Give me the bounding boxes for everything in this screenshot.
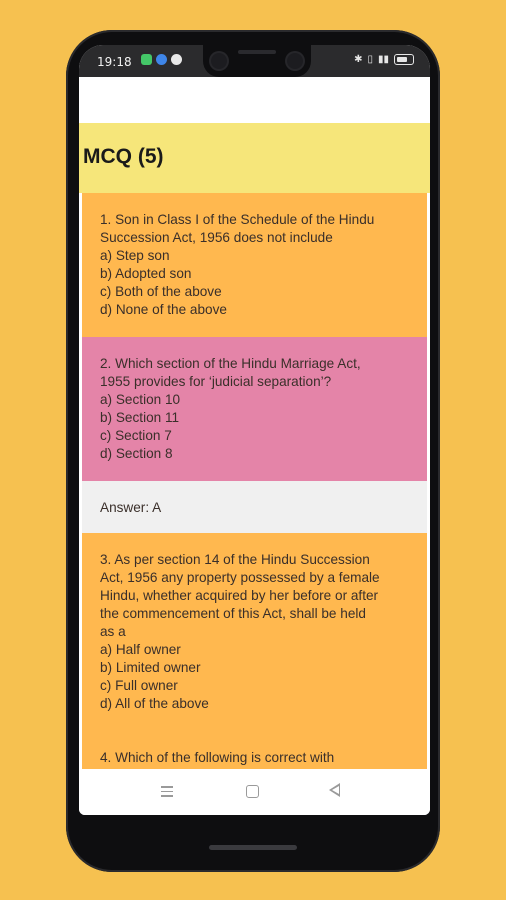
battery-icon	[394, 54, 414, 65]
circle-icon	[171, 54, 182, 65]
vibrate-icon: ▯	[367, 54, 373, 65]
camera-icon	[211, 53, 227, 69]
question-line: 1. Son in Class I of the Schedule of the Hindu	[100, 212, 375, 227]
question-card-1	[82, 193, 427, 337]
option-d: d) Section 8	[100, 446, 173, 461]
page-title-bar	[79, 123, 430, 193]
question-line: 2. Which section of the Hindu Marriage Act,	[100, 356, 361, 371]
message-icon	[141, 54, 152, 65]
camera-icon	[287, 53, 303, 69]
question-line: Act, 1956 any property possessed by a female	[100, 570, 380, 585]
option-d: d) None of the above	[100, 302, 227, 317]
home-icon[interactable]	[246, 785, 259, 798]
option-c: c) Full owner	[100, 678, 178, 693]
signal-icon: ▮▮	[377, 54, 389, 65]
option-c: c) Both of the above	[100, 284, 222, 299]
question-card-2	[82, 337, 427, 481]
bluetooth-icon: ✱	[354, 54, 363, 65]
option-c: c) Section 7	[100, 428, 172, 443]
option-a: a) Step son	[100, 248, 170, 263]
camera-notch	[203, 45, 311, 77]
option-b: b) Limited owner	[100, 660, 201, 675]
option-b: b) Section 11	[100, 410, 180, 425]
system-icons	[354, 54, 414, 65]
page-title: MCQ (5)	[83, 145, 164, 168]
app-header-area	[79, 77, 430, 123]
notification-icons	[141, 54, 182, 65]
question-line: Succession Act, 1956 does not include	[100, 230, 333, 245]
android-nav-bar	[79, 769, 430, 815]
recent-apps-icon[interactable]	[161, 786, 173, 800]
option-b: b) Adopted son	[100, 266, 192, 281]
question-card-3	[82, 533, 427, 769]
phone-screen	[79, 45, 430, 815]
answer-card	[82, 481, 427, 533]
question-line: 3. As per section 14 of the Hindu Succession	[100, 552, 370, 567]
question-line: 4. Which of the following is correct with	[100, 750, 335, 765]
question-line: the commencement of this Act, shall be held	[100, 606, 366, 621]
question-line: Hindu, whether acquired by her before or after	[100, 588, 379, 603]
speaker-grille	[238, 50, 276, 54]
spacer-line	[100, 731, 417, 749]
question-line: 1955 provides for ‘judicial separation’?	[100, 374, 332, 389]
back-icon[interactable]	[329, 783, 340, 797]
answer-text: Answer: A	[100, 500, 162, 515]
question-line: as a	[100, 624, 126, 639]
status-time: 19:18	[97, 55, 132, 69]
option-a: a) Half owner	[100, 642, 181, 657]
option-a: a) Section 10	[100, 392, 181, 407]
chrome-icon	[156, 54, 167, 65]
phone-home-indicator	[209, 845, 297, 850]
spacer-line	[100, 713, 417, 731]
option-d: d) All of the above	[100, 696, 209, 711]
mcq-content[interactable]	[79, 123, 430, 769]
